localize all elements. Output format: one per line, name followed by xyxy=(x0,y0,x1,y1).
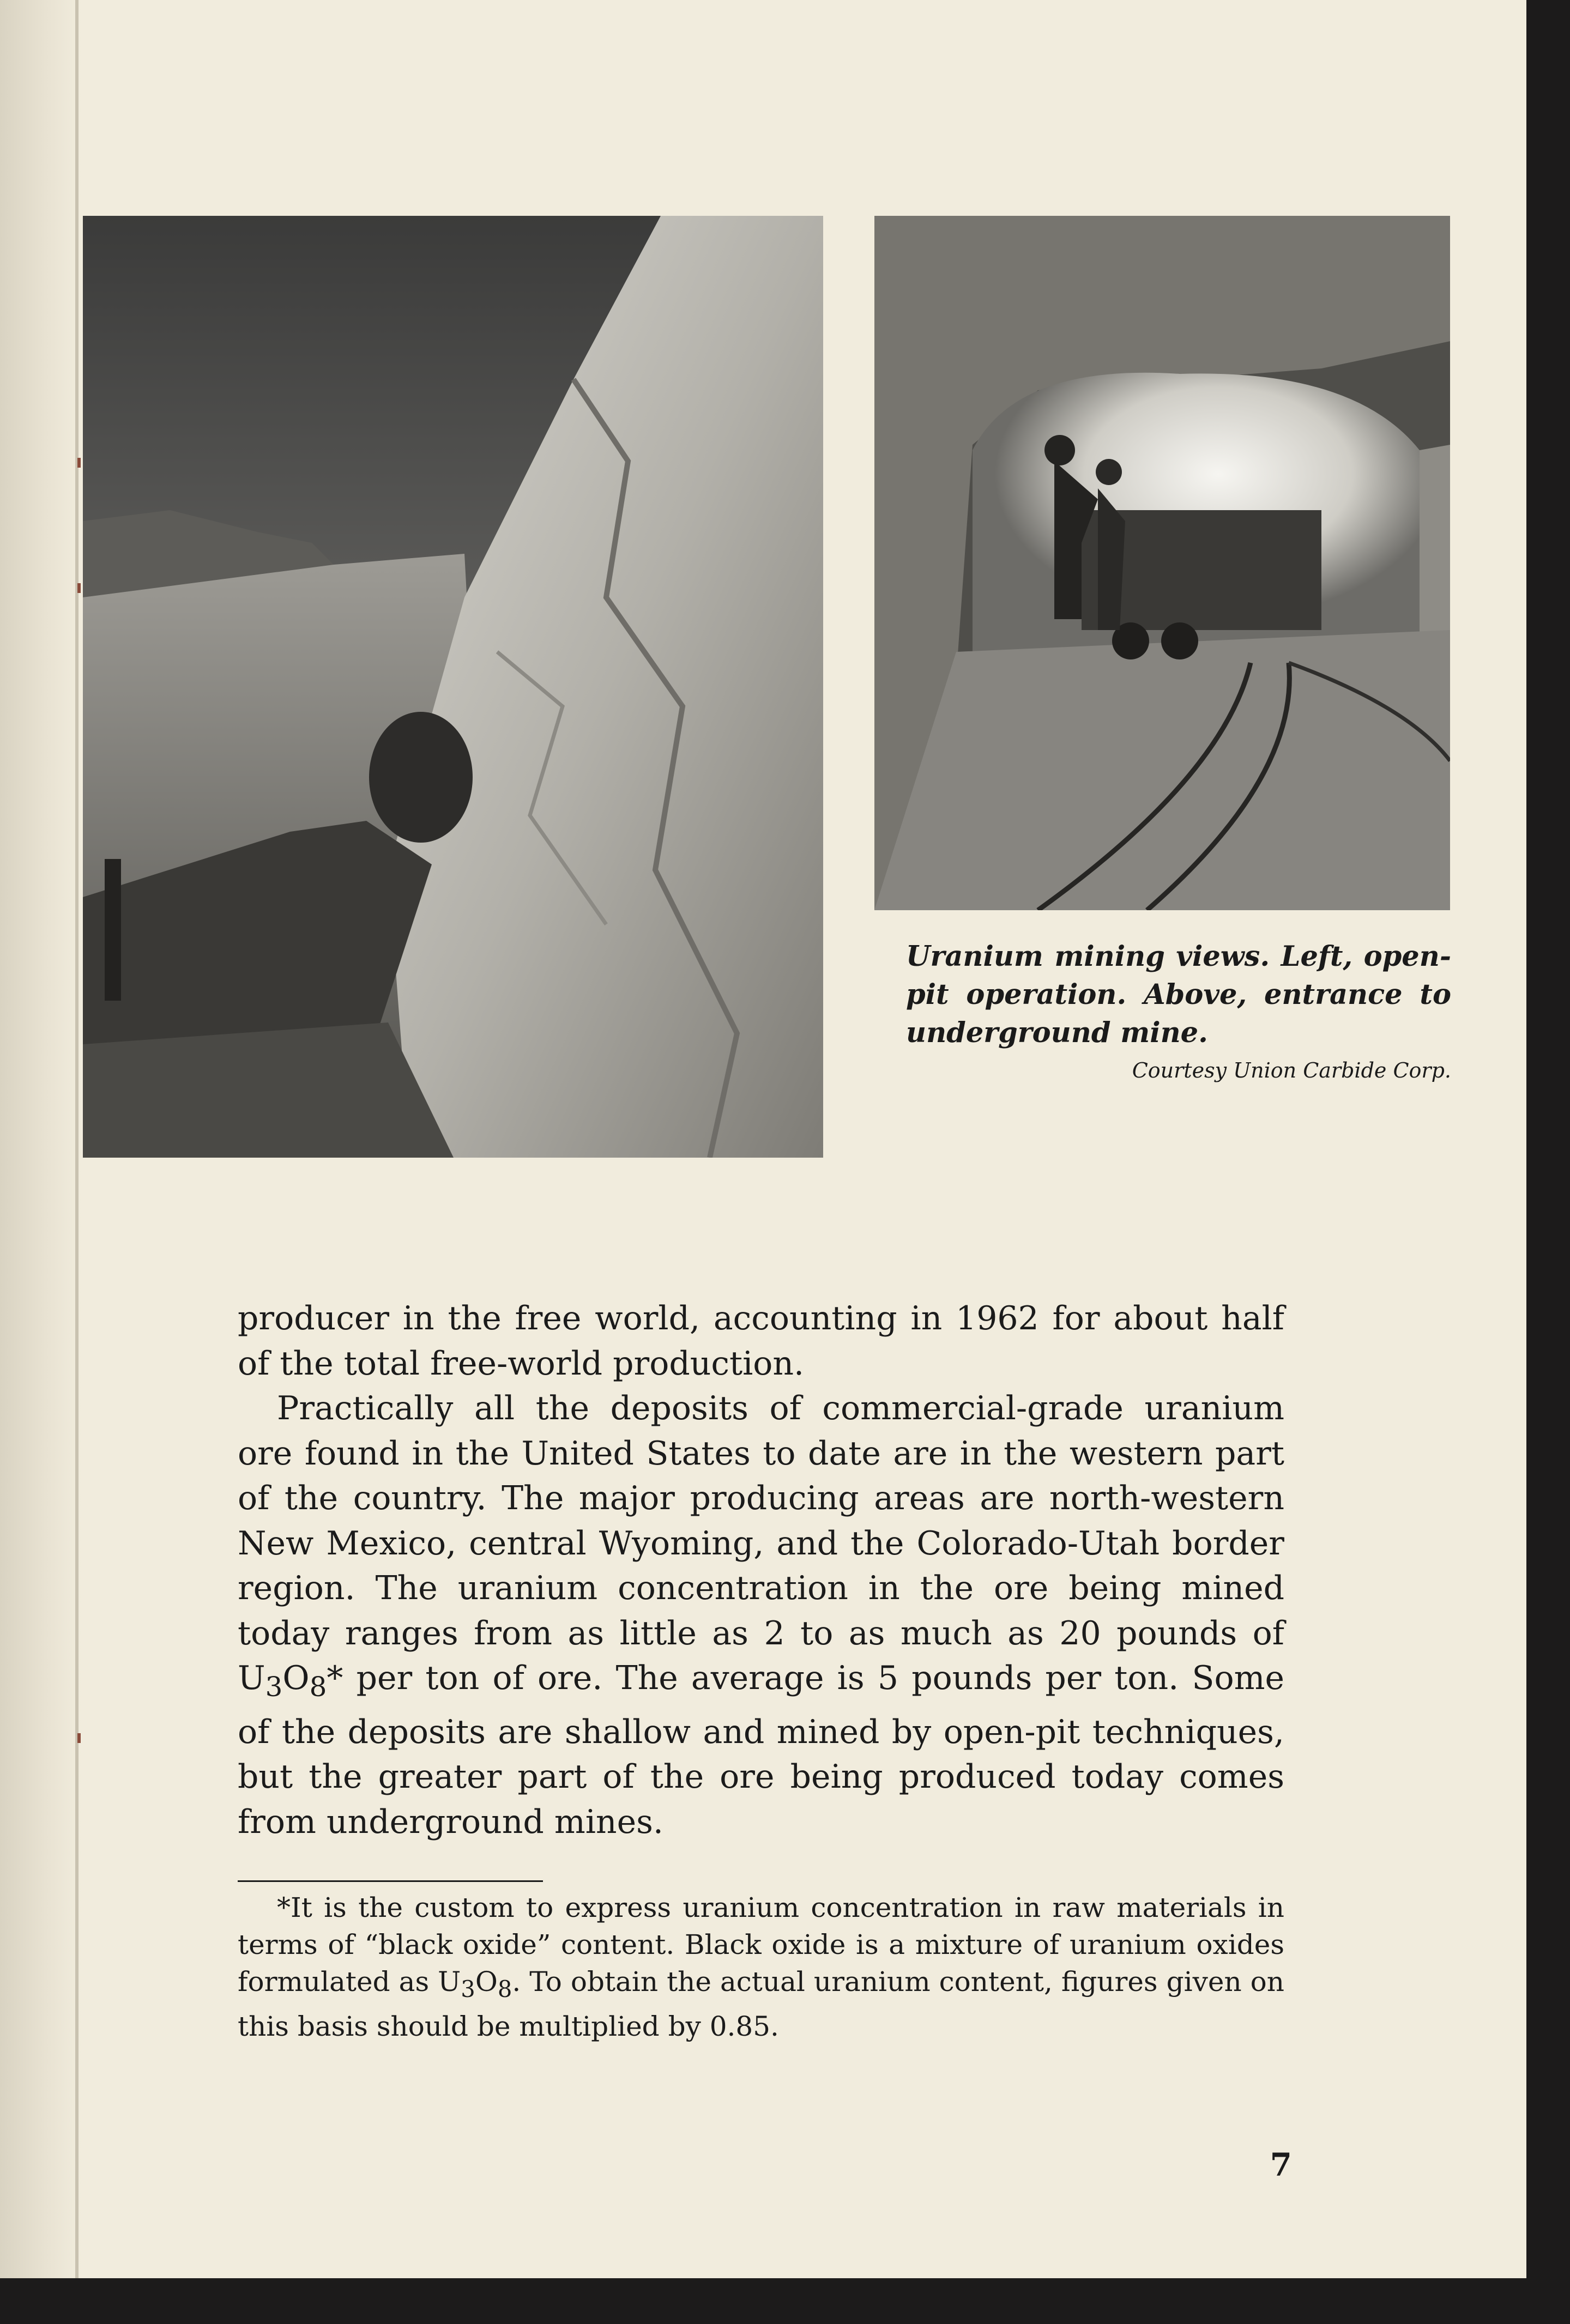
body-paragraph-2 xyxy=(238,1386,1284,1844)
open-pit-photo xyxy=(83,216,823,1158)
body-text xyxy=(238,1296,1284,1844)
binding-stitch xyxy=(77,458,81,468)
body-paragraph-1: producer in the free world, accounting in 1962 for about half of the total free-world production. xyxy=(238,1299,1284,1383)
page-number: 7 xyxy=(1270,2146,1292,2183)
underground-mine-photo xyxy=(874,216,1450,910)
paragraph-2-text-before-formula: Practically all the deposits of commercial-grade uranium ore found in the United States to date are in the western part of the country. The major producing areas are north-western New Mexico, central Wyoming, and the Colorado-Utah border region. The uranium concentration in the ore being mined today ranges from as little as 2 to as much as 20 pounds of xyxy=(238,1389,1284,1653)
photo-credit: Courtesy Union Carbide Corp. xyxy=(1132,1058,1451,1082)
footnote-text-before-formula: *It is the custom to express uranium concentration in raw materials in terms of “black oxide” content. Black oxide is a mixture of uranium oxides formulated as xyxy=(238,1892,1284,1998)
paragraph-2-text-after-formula: * per ton of ore. The average is 5 pounds per ton. Some of the deposits are shallow and mined by open-pit techniques, but the greater part of the ore being produced today comes from underground mines. xyxy=(238,1659,1284,1841)
binding-fold xyxy=(75,0,78,2278)
mine-tunnel-illustration xyxy=(874,216,1450,910)
binding-shadow xyxy=(0,0,82,2278)
binding-stitch xyxy=(77,583,81,593)
open-pit-illustration xyxy=(83,216,823,1158)
footnote-text-after-formula: . To obtain the actual uranium content, figures given on this basis should be multiplied by 0.85. xyxy=(238,1966,1284,2042)
photo-caption: Uranium mining views. Left, open-pit operation. Above, entrance to underground mine. xyxy=(906,940,1451,1049)
footnote xyxy=(238,1889,1284,2045)
footnote-rule xyxy=(238,1880,543,1882)
binding-stitch xyxy=(77,1733,81,1743)
chemical-formula-u3o8: $U_3O_8$ xyxy=(438,1966,512,2002)
chemical-formula-u3o8: $U_3O_8$ xyxy=(238,1659,327,1703)
